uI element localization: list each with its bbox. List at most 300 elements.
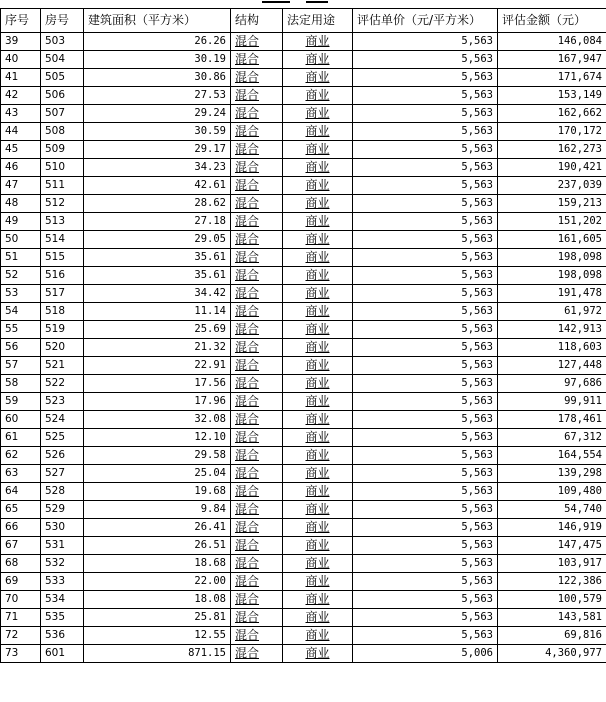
row-seq: 69 [1,573,41,591]
row-unit-price: 5,563 [353,339,498,357]
row-use-cell [283,123,353,141]
table-row [1,573,606,591]
row-unit-price: 5,563 [353,573,498,591]
row-room: 531 [41,537,84,555]
row-unit-price: 5,563 [353,591,498,609]
header-area: 建筑面积（平方米） [84,9,231,33]
row-use: 商业 [305,574,330,588]
row-structure: 混合 [235,358,260,372]
row-amount: 237,039 [498,177,606,195]
row-room: 514 [41,231,84,249]
row-area: 18.08 [84,591,231,609]
row-use-cell [283,393,353,411]
row-area: 29.05 [84,231,231,249]
row-room: 533 [41,573,84,591]
row-use: 商业 [305,322,330,336]
row-amount: 161,605 [498,231,606,249]
row-unit-price: 5,563 [353,465,498,483]
row-structure-cell [231,447,283,465]
table-row [1,357,606,375]
row-area: 22.00 [84,573,231,591]
row-amount: 146,084 [498,33,606,51]
row-structure-cell [231,483,283,501]
row-use-cell [283,33,353,51]
row-amount: 127,448 [498,357,606,375]
row-room: 509 [41,141,84,159]
table-header-row [1,9,606,33]
row-area: 30.86 [84,69,231,87]
row-seq: 68 [1,555,41,573]
row-area: 26.26 [84,33,231,51]
table-row [1,609,606,627]
appraisal-table [0,8,606,663]
fragment-mark [306,1,328,3]
row-use-cell [283,357,353,375]
row-structure-cell [231,411,283,429]
row-amount: 99,911 [498,393,606,411]
row-amount: 143,581 [498,609,606,627]
row-amount: 198,098 [498,249,606,267]
row-area: 12.55 [84,627,231,645]
row-unit-price: 5,563 [353,555,498,573]
row-structure: 混合 [235,232,260,246]
row-unit-price: 5,563 [353,627,498,645]
row-use: 商业 [305,484,330,498]
row-structure-cell [231,591,283,609]
row-unit-price: 5,563 [353,123,498,141]
row-area: 42.61 [84,177,231,195]
row-structure: 混合 [235,592,260,606]
row-structure-cell [231,69,283,87]
row-use: 商业 [305,430,330,444]
row-use: 商业 [305,268,330,282]
row-room: 530 [41,519,84,537]
row-unit-price: 5,563 [353,609,498,627]
row-structure: 混合 [235,88,260,102]
table-row [1,375,606,393]
row-use: 商业 [305,214,330,228]
row-structure: 混合 [235,646,260,660]
row-structure-cell [231,537,283,555]
table-row [1,501,606,519]
table-row [1,321,606,339]
row-amount: 162,273 [498,141,606,159]
row-structure: 混合 [235,610,260,624]
row-seq: 63 [1,465,41,483]
row-area: 27.53 [84,87,231,105]
row-use: 商业 [305,448,330,462]
row-structure-cell [231,573,283,591]
row-structure-cell [231,501,283,519]
row-structure: 混合 [235,556,260,570]
row-use-cell [283,141,353,159]
row-room: 511 [41,177,84,195]
row-seq: 41 [1,69,41,87]
row-area: 17.56 [84,375,231,393]
row-seq: 50 [1,231,41,249]
row-structure-cell [231,609,283,627]
row-use-cell [283,303,353,321]
row-area: 26.41 [84,519,231,537]
table-row [1,231,606,249]
row-unit-price: 5,563 [353,159,498,177]
row-use-cell [283,177,353,195]
row-room: 504 [41,51,84,69]
row-unit-price: 5,563 [353,375,498,393]
table-row [1,267,606,285]
row-area: 22.91 [84,357,231,375]
row-structure: 混合 [235,160,260,174]
row-structure: 混合 [235,286,260,300]
table-row [1,411,606,429]
table-row [1,465,606,483]
row-use: 商业 [305,358,330,372]
row-use: 商业 [305,502,330,516]
row-seq: 64 [1,483,41,501]
row-use: 商业 [305,52,330,66]
row-amount: 109,480 [498,483,606,501]
row-room: 532 [41,555,84,573]
row-room: 526 [41,447,84,465]
row-use-cell [283,519,353,537]
row-room: 519 [41,321,84,339]
row-room: 516 [41,267,84,285]
table-row [1,213,606,231]
row-unit-price: 5,563 [353,537,498,555]
row-use-cell [283,159,353,177]
row-use: 商业 [305,34,330,48]
row-amount: 167,947 [498,51,606,69]
row-seq: 51 [1,249,41,267]
row-structure-cell [231,339,283,357]
row-area: 12.10 [84,429,231,447]
row-amount: 151,202 [498,213,606,231]
row-use: 商业 [305,610,330,624]
row-use: 商业 [305,520,330,534]
row-seq: 42 [1,87,41,105]
row-area: 25.69 [84,321,231,339]
row-room: 503 [41,33,84,51]
row-structure-cell [231,357,283,375]
row-use-cell [283,537,353,555]
row-use: 商业 [305,88,330,102]
row-amount: 162,662 [498,105,606,123]
row-structure: 混合 [235,196,260,210]
row-structure: 混合 [235,628,260,642]
row-structure-cell [231,51,283,69]
row-amount: 142,913 [498,321,606,339]
row-structure: 混合 [235,124,260,138]
row-unit-price: 5,563 [353,519,498,537]
row-seq: 45 [1,141,41,159]
row-amount: 191,478 [498,285,606,303]
table-row [1,33,606,51]
table-row [1,645,606,663]
table-row [1,627,606,645]
row-unit-price: 5,563 [353,357,498,375]
row-room: 510 [41,159,84,177]
row-structure: 混合 [235,340,260,354]
table-row [1,591,606,609]
row-area: 26.51 [84,537,231,555]
row-area: 27.18 [84,213,231,231]
row-structure: 混合 [235,34,260,48]
row-structure-cell [231,33,283,51]
row-seq: 61 [1,429,41,447]
row-seq: 39 [1,33,41,51]
row-amount: 147,475 [498,537,606,555]
row-seq: 66 [1,519,41,537]
row-use: 商业 [305,538,330,552]
row-area: 30.59 [84,123,231,141]
row-use-cell [283,267,353,285]
row-structure-cell [231,393,283,411]
row-structure: 混合 [235,376,260,390]
row-seq: 59 [1,393,41,411]
row-amount: 97,686 [498,375,606,393]
row-unit-price: 5,563 [353,303,498,321]
row-structure: 混合 [235,322,260,336]
table-row [1,249,606,267]
row-amount: 4,360,977 [498,645,606,663]
row-structure-cell [231,285,283,303]
row-area: 25.81 [84,609,231,627]
row-amount: 178,461 [498,411,606,429]
row-room: 529 [41,501,84,519]
table-row [1,69,606,87]
row-use-cell [283,555,353,573]
row-area: 35.61 [84,249,231,267]
row-use-cell [283,609,353,627]
row-amount: 146,919 [498,519,606,537]
row-unit-price: 5,563 [353,483,498,501]
row-structure-cell [231,465,283,483]
row-area: 19.68 [84,483,231,501]
row-structure-cell [231,645,283,663]
table-row [1,141,606,159]
row-room: 515 [41,249,84,267]
row-use: 商业 [305,70,330,84]
row-unit-price: 5,563 [353,393,498,411]
row-unit-price: 5,563 [353,141,498,159]
row-amount: 159,213 [498,195,606,213]
row-use-cell [283,231,353,249]
table-row [1,177,606,195]
row-use: 商业 [305,376,330,390]
row-seq: 70 [1,591,41,609]
row-room: 601 [41,645,84,663]
row-structure: 混合 [235,520,260,534]
row-room: 524 [41,411,84,429]
row-use-cell [283,447,353,465]
row-area: 871.15 [84,645,231,663]
row-seq: 65 [1,501,41,519]
header-unit-price: 评估单价（元/平方米） [353,9,498,33]
row-use: 商业 [305,556,330,570]
row-use-cell [283,105,353,123]
row-area: 9.84 [84,501,231,519]
row-unit-price: 5,563 [353,501,498,519]
row-room: 506 [41,87,84,105]
row-unit-price: 5,563 [353,285,498,303]
header-room: 房号 [41,9,84,33]
row-unit-price: 5,563 [353,249,498,267]
row-structure: 混合 [235,214,260,228]
row-structure: 混合 [235,466,260,480]
row-area: 34.42 [84,285,231,303]
row-amount: 190,421 [498,159,606,177]
row-use: 商业 [305,304,330,318]
row-structure: 混合 [235,304,260,318]
header-use: 法定用途 [283,9,353,33]
header-structure: 结构 [231,9,283,33]
row-structure: 混合 [235,142,260,156]
row-use-cell [283,645,353,663]
row-seq: 57 [1,357,41,375]
table-row [1,195,606,213]
row-use-cell [283,339,353,357]
row-seq: 43 [1,105,41,123]
row-seq: 47 [1,177,41,195]
table-row [1,393,606,411]
row-structure: 混合 [235,574,260,588]
row-use-cell [283,411,353,429]
row-amount: 153,149 [498,87,606,105]
row-structure-cell [231,555,283,573]
row-structure: 混合 [235,178,260,192]
row-seq: 71 [1,609,41,627]
row-seq: 62 [1,447,41,465]
row-unit-price: 5,563 [353,51,498,69]
row-room: 507 [41,105,84,123]
row-room: 513 [41,213,84,231]
row-unit-price: 5,563 [353,429,498,447]
row-amount: 198,098 [498,267,606,285]
row-area: 21.32 [84,339,231,357]
row-area: 29.24 [84,105,231,123]
row-use-cell [283,429,353,447]
row-structure: 混合 [235,268,260,282]
row-room: 536 [41,627,84,645]
row-amount: 170,172 [498,123,606,141]
table-row [1,339,606,357]
row-room: 527 [41,465,84,483]
row-structure: 混合 [235,70,260,84]
row-use: 商业 [305,412,330,426]
row-unit-price: 5,563 [353,231,498,249]
table-row [1,429,606,447]
row-use-cell [283,465,353,483]
row-seq: 48 [1,195,41,213]
row-amount: 100,579 [498,591,606,609]
row-structure-cell [231,231,283,249]
row-structure-cell [231,87,283,105]
row-seq: 55 [1,321,41,339]
row-unit-price: 5,563 [353,195,498,213]
row-room: 534 [41,591,84,609]
row-room: 523 [41,393,84,411]
row-area: 11.14 [84,303,231,321]
row-unit-price: 5,563 [353,213,498,231]
row-structure-cell [231,627,283,645]
row-area: 18.68 [84,555,231,573]
table-row [1,555,606,573]
row-structure: 混合 [235,448,260,462]
row-area: 29.17 [84,141,231,159]
row-structure-cell [231,375,283,393]
row-seq: 58 [1,375,41,393]
row-unit-price: 5,563 [353,447,498,465]
row-room: 512 [41,195,84,213]
row-structure: 混合 [235,502,260,516]
row-room: 522 [41,375,84,393]
row-room: 525 [41,429,84,447]
previous-row-fragment [0,0,606,8]
row-structure-cell [231,141,283,159]
row-area: 17.96 [84,393,231,411]
row-seq: 40 [1,51,41,69]
row-seq: 44 [1,123,41,141]
row-use: 商业 [305,106,330,120]
row-use-cell [283,573,353,591]
table-body [1,33,606,663]
row-use: 商业 [305,160,330,174]
row-amount: 171,674 [498,69,606,87]
row-structure: 混合 [235,430,260,444]
table-row [1,537,606,555]
row-seq: 56 [1,339,41,357]
row-use: 商业 [305,646,330,660]
row-seq: 72 [1,627,41,645]
table-row [1,105,606,123]
row-use-cell [283,501,353,519]
row-seq: 73 [1,645,41,663]
row-use: 商业 [305,286,330,300]
row-structure: 混合 [235,412,260,426]
table-row [1,483,606,501]
row-room: 517 [41,285,84,303]
row-use-cell [283,591,353,609]
row-room: 521 [41,357,84,375]
table-row [1,303,606,321]
row-room: 505 [41,69,84,87]
row-area: 30.19 [84,51,231,69]
row-use-cell [283,51,353,69]
row-structure: 混合 [235,538,260,552]
row-structure: 混合 [235,394,260,408]
row-amount: 164,554 [498,447,606,465]
row-seq: 46 [1,159,41,177]
row-seq: 52 [1,267,41,285]
row-seq: 67 [1,537,41,555]
table-row [1,519,606,537]
row-amount: 54,740 [498,501,606,519]
table-row [1,159,606,177]
row-room: 508 [41,123,84,141]
row-structure-cell [231,267,283,285]
table-row [1,51,606,69]
row-use: 商业 [305,628,330,642]
row-unit-price: 5,563 [353,411,498,429]
row-use: 商业 [305,232,330,246]
row-unit-price: 5,563 [353,267,498,285]
row-use: 商业 [305,178,330,192]
row-area: 28.62 [84,195,231,213]
row-use-cell [283,195,353,213]
table-row [1,285,606,303]
row-structure-cell [231,303,283,321]
row-area: 34.23 [84,159,231,177]
